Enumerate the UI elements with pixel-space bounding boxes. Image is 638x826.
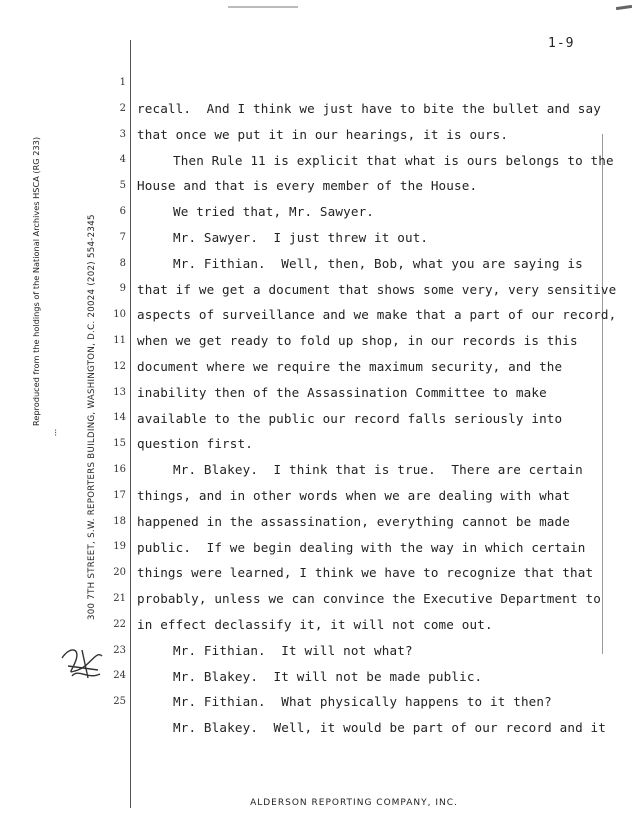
transcript-line: inability then of the Assassination Committee to make xyxy=(137,384,547,400)
transcript-line: available to the public our record falls seriously into xyxy=(137,410,563,426)
transcript-line: that if we get a document that shows some very, very sensitive xyxy=(137,281,617,297)
reporting-company-footer: ALDERSON REPORTING COMPANY, INC. xyxy=(250,798,458,808)
transcript-line: Then Rule 11 is explicit that what is ours belongs to the xyxy=(173,152,614,168)
scan-corner-mark xyxy=(616,5,632,10)
transcript-line: public. If we begin dealing with the way in which certain xyxy=(137,539,586,555)
margin-tick-mark: ⁝ xyxy=(54,428,58,439)
line-number: 22 xyxy=(113,618,126,630)
line-number: 19 xyxy=(113,541,126,553)
line-number: 11 xyxy=(113,334,126,346)
transcript-line: probably, unless we can convince the Executive Department to xyxy=(137,591,601,607)
line-number: 4 xyxy=(119,154,126,166)
line-number: 8 xyxy=(119,257,126,269)
line-number: 18 xyxy=(113,515,126,527)
transcript-line: Mr. Fithian. Well, then, Bob, what you are saying is xyxy=(173,255,583,271)
transcript-line: things, and in other words when we are dealing with what xyxy=(137,487,570,503)
line-number: 13 xyxy=(113,386,126,398)
archive-stamp xyxy=(30,34,44,426)
transcript-line: aspects of surveillance and we make that a part of our record, xyxy=(137,307,617,323)
transcript-line: Mr. Blakey. It will not be made public. xyxy=(173,668,483,684)
page-number: 1-9 xyxy=(548,36,575,51)
transcript-line: that once we put it in our hearings, it is ours. xyxy=(137,126,509,142)
transcript-line: Mr. Fithian. What physically happens to it then? xyxy=(173,694,552,710)
transcript-line: when we get ready to fold up shop, in our records is this xyxy=(137,333,578,349)
line-number: 21 xyxy=(113,592,126,604)
transcript-line: happened in the assassination, everything cannot be made xyxy=(137,513,570,529)
left-margin-rule xyxy=(130,40,131,808)
transcript-line: question first. xyxy=(137,436,253,452)
transcript-line: Mr. Fithian. It will not what? xyxy=(173,642,413,658)
line-number: 25 xyxy=(113,696,126,708)
line-number: 23 xyxy=(113,644,126,656)
line-number: 7 xyxy=(119,231,126,243)
line-number: 14 xyxy=(113,412,126,424)
transcript-line: things were learned, I think we have to recognize that that xyxy=(137,565,594,581)
line-number: 17 xyxy=(113,489,126,501)
line-number: 24 xyxy=(113,670,126,682)
transcript-line: Mr. Sawyer. I just threw it out. xyxy=(173,229,429,245)
transcript-line: Mr. Blakey. I think that is true. There are certain xyxy=(173,462,583,478)
line-number: 16 xyxy=(113,463,126,475)
reporter-address xyxy=(86,180,100,620)
transcript-line: recall. And I think we just have to bite the bullet and say xyxy=(137,101,601,116)
archive-stamp-text: Reproduced from the holdings of the National Archives HSCA (RG 233) xyxy=(31,136,41,426)
transcript-line: document where we require the maximum security, and the xyxy=(137,358,563,374)
line-number: 3 xyxy=(119,128,126,140)
line-number: 2 xyxy=(119,102,126,114)
line-number: 9 xyxy=(119,283,126,295)
line-number: 10 xyxy=(113,309,126,321)
line-number: 5 xyxy=(119,180,126,192)
line-number: 6 xyxy=(119,205,126,217)
transcript-line: We tried that, Mr. Sawyer. xyxy=(173,204,375,220)
line-number: 15 xyxy=(113,438,126,450)
transcript-text xyxy=(137,96,617,741)
reporter-address-text: 300 7TH STREET, S.W. REPORTERS BUILDING, WASHINGTON, D.C. 20024 (202) 554-2345 xyxy=(87,214,97,620)
line-number: 12 xyxy=(113,360,126,372)
line-number: 20 xyxy=(113,567,126,579)
line-number-column xyxy=(100,70,126,715)
transcript-line: in effect declassify it, it will not come out. xyxy=(137,616,493,632)
scan-smudge xyxy=(228,6,298,8)
transcript-line: House and that is every member of the House. xyxy=(137,178,478,194)
line-number: 1 xyxy=(119,77,126,88)
transcript-line: Mr. Blakey. Well, it would be part of our record and it xyxy=(173,720,606,736)
